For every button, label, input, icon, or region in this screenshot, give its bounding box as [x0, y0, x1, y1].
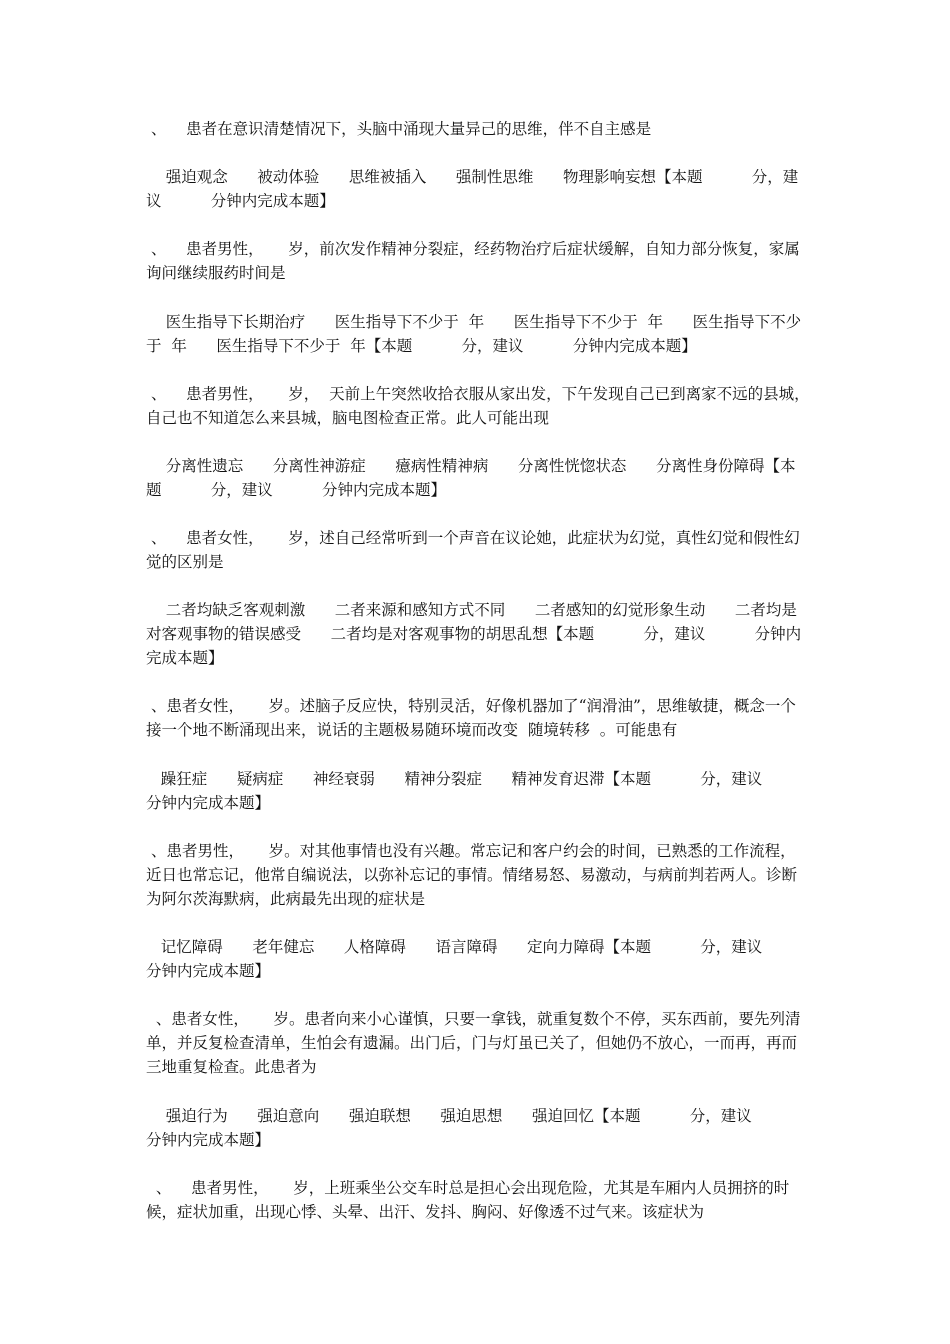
options-5: 躁狂症 疑病症 神经衰弱 精神分裂症 精神发育迟滞【本题 分，建议 分钟内完成本题】: [146, 770, 812, 812]
options-3: 分离性遗忘 分离性神游症 癔病性精神病 分离性恍惚状态 分离性身份障碍【本题 分，建议 分钟内完成本题】: [146, 457, 796, 499]
question-1: 、 患者在意识清楚情况下，头脑中涌现大量异己的思维，伴不自主感是: [146, 120, 652, 138]
question-3: 、 患者男性， 岁， 天前上午突然收拾衣服从家出发，下午发现自己已到离家不远的县城，自己也不知道怎么来县城，脑电图检查正常。此人可能出现: [146, 385, 810, 427]
options-4: 二者均缺乏客观刺激 二者来源和感知方式不同 二者感知的幻觉形象生动 二者均是对客观事物的错误感受 二者均是对客观事物的胡思乱想【本题 分，建议 分钟内完成本题】: [146, 601, 802, 667]
question-5: 、患者女性， 岁。述脑子反应快，特别灵活，好像机器加了“润滑油”，思维敏捷，概念一个接一个地不断涌现出来，说话的主题极易随环境而改变 随境转移 。可能患有: [146, 697, 796, 739]
question-8: 、 患者男性， 岁，上班乘坐公交车时总是担心会出现危险，尤其是车厢内人员拥挤的时候，症状加重，出现心悸、头晕、出汗、发抖、胸闷、好像透不过气来。该症状为: [146, 1179, 790, 1221]
question-4: 、 患者女性， 岁，述自己经常听到一个声音在议论她，此症状为幻觉，真性幻觉和假性幻觉的区别是: [146, 529, 800, 571]
options-6: 记忆障碍 老年健忘 人格障碍 语言障碍 定向力障碍【本题 分，建议 分钟内完成本题】: [146, 938, 812, 980]
question-7: 、患者女性， 岁。患者向来小心谨慎，只要一拿钱，就重复数个不停，买东西前，要先列清单，并反复检查清单，生怕会有遗漏。出门后，门与灯虽已关了，但她仍不放心，一而再，再而三地重复检查。此患者为: [146, 1010, 801, 1076]
question-6: 、患者男性， 岁。对其他事情也没有兴趣。常忘记和客户约会的时间，已熟悉的工作流程，近日也常忘记，他常自编说法，以弥补忘记的事情。情绪易怒、易激动，与病前判若两人。诊断为阿尔茨海默病，此病最先出现的症状是: [146, 842, 798, 908]
options-2: 医生指导下长期治疗 医生指导下不少于 年 医生指导下不少于 年 医生指导下不少于 年 医生指导下不少于 年【本题 分，建议 分钟内完成本题】: [146, 313, 802, 355]
question-2: 、 患者男性， 岁，前次发作精神分裂症，经药物治疗后症状缓解，自知力部分恢复，家属询问继续服药时间是: [146, 240, 800, 282]
options-1: 强迫观念 被动体验 思维被插入 强制性思维 物理影响妄想【本题 分，建议 分钟内完成本题】: [146, 168, 799, 210]
options-7: 强迫行为 强迫意向 强迫联想 强迫思想 强迫回忆【本题 分，建议 分钟内完成本题】: [146, 1107, 802, 1149]
